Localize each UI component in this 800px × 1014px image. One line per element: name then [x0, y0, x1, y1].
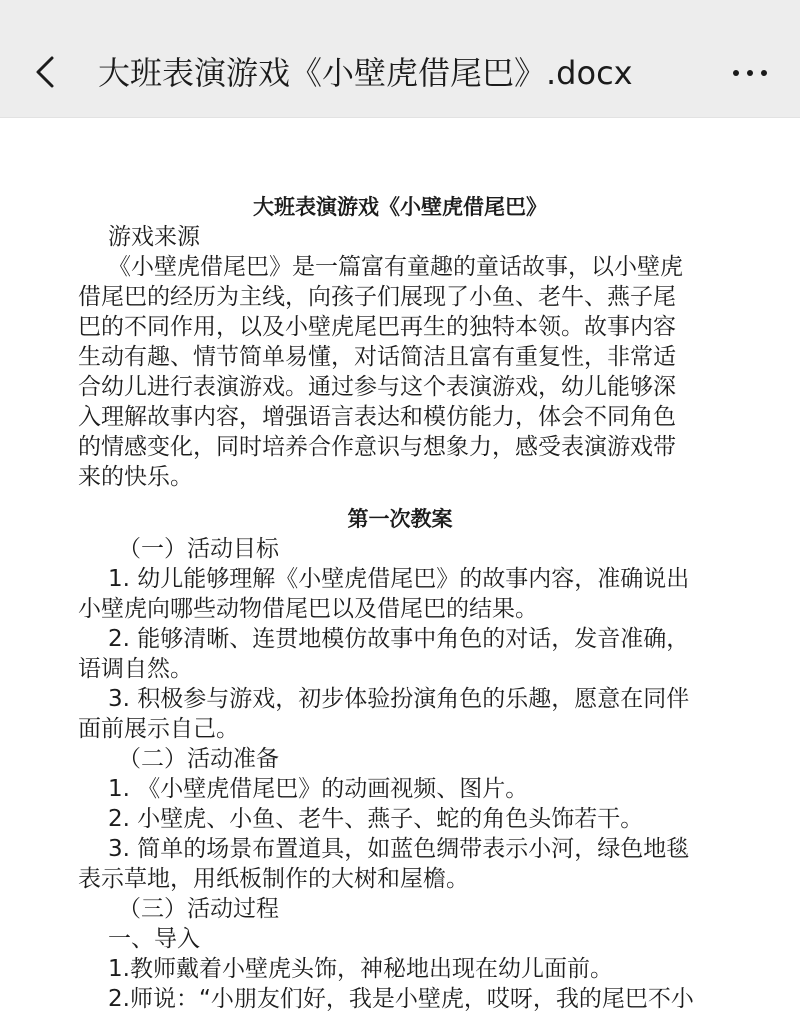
goal-line: 2. 能够清晰、连贯地模仿故事中角色的对话，发音准确，: [108, 626, 690, 652]
goal-line: 1. 幼儿能够理解《小壁虎借尾巴》的故事内容，准确说出: [108, 566, 690, 592]
goals-heading: （一）活动目标: [118, 536, 279, 562]
top-navigation-bar: [0, 0, 800, 118]
intro-line: 2.师说：“小朋友们好，我是小壁虎，哎呀，我的尾巴不小: [108, 986, 694, 1012]
section-heading-source: 游戏来源: [108, 224, 200, 250]
paragraph-line: 来的快乐。: [78, 464, 193, 490]
more-dots-icon: [761, 70, 767, 76]
more-dots-icon: [733, 70, 739, 76]
prep-line: 2. 小壁虎、小鱼、老牛、燕子、蛇的角色头饰若干。: [108, 806, 644, 832]
paragraph-line: 合幼儿进行表演游戏。通过参与这个表演游戏，幼儿能够深: [78, 374, 676, 400]
paragraph-line: 入理解故事内容，增强语言表达和模仿能力，体会不同角色: [78, 404, 676, 430]
goal-line: 面前展示自己。: [78, 716, 239, 742]
goal-line: 小壁虎向哪些动物借尾巴以及借尾巴的结果。: [78, 596, 538, 622]
document-content[interactable]: [0, 118, 800, 1012]
intro-line: 1.教师戴着小壁虎头饰，神秘地出现在幼儿面前。: [108, 956, 613, 982]
document-title: 大班表演游戏《小壁虎借尾巴》: [253, 195, 547, 219]
prep-line: 1. 《小壁虎借尾巴》的动画视频、图片。: [108, 776, 529, 802]
prep-line: 表示草地，用纸板制作的大树和屋檐。: [78, 866, 469, 892]
goal-line: 3. 积极参与游戏，初步体验扮演角色的乐趣，愿意在同伴: [108, 686, 690, 712]
process-heading: （三）活动过程: [118, 896, 279, 922]
chevron-left-icon: [28, 52, 64, 92]
paragraph-line: 生动有趣、情节简单易懂，对话简洁且富有重复性，非常适: [78, 344, 676, 370]
back-button[interactable]: [28, 52, 64, 92]
prep-heading: （二）活动准备: [118, 746, 279, 772]
more-dots-icon: [747, 70, 753, 76]
lesson-heading: 第一次教案: [347, 507, 453, 531]
paragraph-line: 巴的不同作用，以及小壁虎尾巴再生的独特本领。故事内容: [78, 314, 676, 340]
paragraph-line: 的情感变化，同时培养合作意识与想象力，感受表演游戏带: [78, 434, 676, 460]
more-options-button[interactable]: [720, 60, 780, 86]
prep-line: 3. 简单的场景布置道具，如蓝色绸带表示小河，绿色地毯: [108, 836, 690, 862]
intro-heading: 一、导入: [108, 926, 200, 952]
paragraph-line: 借尾巴的经历为主线，向孩子们展现了小鱼、老牛、燕子尾: [78, 284, 676, 310]
paragraph-line: 《小壁虎借尾巴》是一篇富有童趣的童话故事，以小壁虎: [108, 254, 683, 280]
goal-line: 语调自然。: [78, 656, 193, 682]
document-filename-title: 大班表演游戏《小壁虎借尾巴》.docx: [98, 54, 633, 92]
